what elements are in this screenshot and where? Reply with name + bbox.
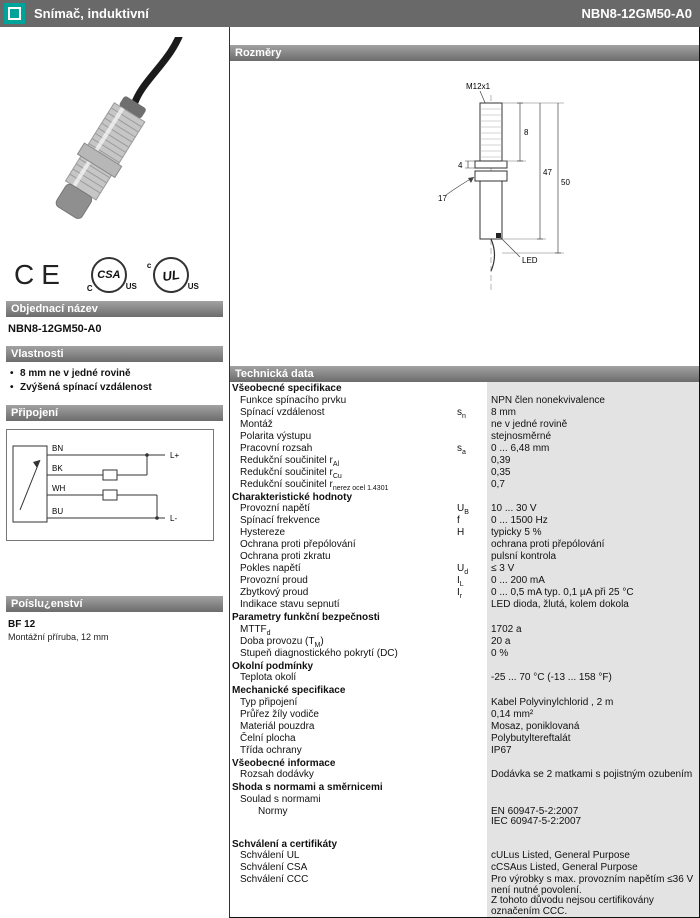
accessory-description: Montážní příruba, 12 mm: [8, 632, 109, 642]
tech-section-header: Všeobecné informace: [230, 757, 699, 770]
tech-section-header: Všeobecné specifikace: [230, 382, 699, 395]
tech-row: Čelní plocha Polybutyltereftalát: [230, 733, 699, 745]
tech-table-gap: [230, 828, 699, 838]
tech-row: Indikace stavu sepnutí LED dioda, žlutá, kolem dokola: [230, 599, 699, 611]
tech-row: Typ připojení Kabel Polyvinylchlorid , 2 m: [230, 697, 699, 709]
tech-section-header: Schválení a certifikáty: [230, 838, 699, 851]
tech-section-header: Parametry funkční bezpečnosti: [230, 611, 699, 624]
feature-item: • 8 mm ne v jedné rovině: [6, 368, 223, 379]
svg-text:17: 17: [438, 194, 447, 203]
connection-header: Připojení: [6, 405, 223, 421]
svg-text:WH: WH: [52, 484, 66, 493]
tech-row: Soulad s normami: [230, 794, 699, 806]
part-number: NBN8-12GM50-A0: [581, 6, 692, 21]
tech-row: Zbytkový proud $I_r$ 0 ... 0,5 mA typ. 0,1 µA při 25 °C: [230, 587, 699, 599]
svg-text:50: 50: [561, 178, 570, 187]
tech-row: Schválení UL cULus Listed, General Purpose: [230, 850, 699, 862]
tech-row: Rozsah dodávky Dodávka se 2 matkami s pojistným ozubením: [230, 769, 699, 781]
tech-row: Teplota okolí -25 ... 70 °C (-13 ... 158 °F): [230, 672, 699, 684]
tech-section-header: Shoda s normami a směrnicemi: [230, 781, 699, 794]
tech-row: Funkce spínacího prvku NPN člen nonekvivalence: [230, 395, 699, 407]
dimension-drawing: [230, 61, 699, 366]
tech-section-header: Mechanické specifikace: [230, 684, 699, 697]
tech-row: Provozní napětí $U_B$ 10 ... 30 V: [230, 503, 699, 515]
tech-row: Pokles napětí $U_d$ ≤ 3 V: [230, 563, 699, 575]
tech-row: Polarita výstupu stejnosměrné: [230, 431, 699, 443]
svg-text:BK: BK: [52, 464, 63, 473]
tech-row: Třída ochrany IP67: [230, 745, 699, 757]
tech-row: Spínací frekvence f 0 ... 1500 Hz: [230, 515, 699, 527]
features-list: [6, 368, 223, 393]
sensor-photo-drawing: [6, 37, 216, 247]
right-column: [229, 27, 700, 918]
tech-row: Schválení CCC Pro výrobky s max. provozním napětím ≤36 V není nutné povolení. Z tohoto důvodu nejsou certifikovány označením CCC.: [230, 874, 699, 917]
tech-row: Pracovní rozsah $s_a$ 0 ... 6,48 mm: [230, 443, 699, 455]
wiring-diagram: [6, 429, 214, 541]
tech-row: Průřez žíly vodiče 0,14 mm²: [230, 709, 699, 721]
tech-row: Provozní proud $I_L$ 0 ... 200 mA: [230, 575, 699, 587]
tech-row: Materiál pouzdra Mosaz, poniklovaná: [230, 721, 699, 733]
ce-mark-logo: CE: [14, 259, 67, 290]
dimensions-header: Rozměry: [230, 45, 699, 61]
svg-text:BU: BU: [52, 507, 64, 516]
tech-section-header: Okolní podmínky: [230, 660, 699, 673]
tech-row: Ochrana proti přepólování ochrana proti přepólování: [230, 539, 699, 551]
certification-marks: [6, 249, 223, 301]
tech-row: Spínací vzdálenost $s_n$ 8 mm: [230, 407, 699, 419]
page-content: [0, 27, 700, 918]
order-name-header: Objednací název: [6, 301, 223, 317]
tech-row: Hystereze H typicky 5 %: [230, 527, 699, 539]
csa-mark-logo: CSA C US: [89, 255, 129, 295]
svg-text:L+: L+: [170, 451, 180, 460]
svg-text:47: 47: [543, 168, 552, 177]
tech-row: Redukční součinitel $r_{nerez ocel 1.4301}$ 0,7: [230, 479, 699, 491]
svg-text:LED: LED: [522, 256, 538, 265]
tech-row: Stupeň diagnostického pokrytí (DC) 0 %: [230, 648, 699, 660]
order-number: NBN8-12GM50-A0: [8, 323, 102, 335]
product-photo: [6, 37, 223, 249]
technical-data-table: [230, 382, 699, 917]
svg-text:4: 4: [458, 161, 463, 170]
page-header: [0, 0, 700, 27]
tech-row: Schválení CSA cCSAus Listed, General Purpose: [230, 862, 699, 874]
tech-row: $MTTF_d$ 1702 a: [230, 624, 699, 636]
accessory-model: BF 12: [8, 619, 36, 630]
feature-item: • Zvýšená spínací vzdálenost: [6, 382, 223, 393]
tech-section-header: Charakteristické hodnoty: [230, 491, 699, 504]
svg-text:L-: L-: [170, 514, 178, 523]
left-column: [0, 27, 229, 918]
tech-row: Montáž ne v jedné rovině: [230, 419, 699, 431]
tech-row: Doba provozu $(T_M)$ 20 a: [230, 636, 699, 648]
tech-row: Redukční součinitel $r_{Al}$ 0,39: [230, 455, 699, 467]
tech-row: Normy EN 60947-5-2:2007 IEC 60947-5-2:2007: [230, 806, 699, 828]
accessories-header: Poíslu¿enství: [6, 596, 223, 612]
svg-text:M12x1: M12x1: [466, 82, 491, 91]
tech-row: Ochrana proti zkratu pulsní kontrola: [230, 551, 699, 563]
technical-data-header: Technická data: [230, 366, 699, 382]
features-header: Vlastnosti: [6, 346, 223, 362]
ul-mark-logo: UL c US: [151, 255, 191, 295]
svg-text:8: 8: [524, 128, 529, 137]
tech-row: Redukční součinitel $r_{Cu}$ 0,35: [230, 467, 699, 479]
product-family-title: Snímač, induktivní: [34, 6, 149, 21]
brand-logo: [4, 3, 25, 24]
svg-text:BN: BN: [52, 444, 64, 453]
